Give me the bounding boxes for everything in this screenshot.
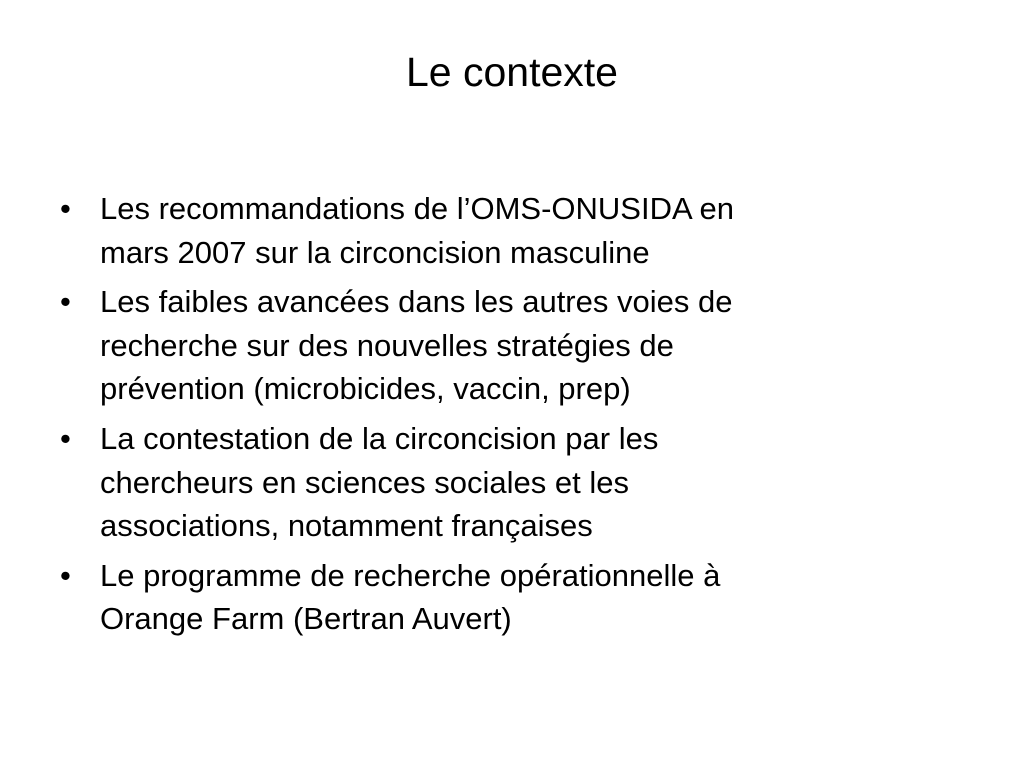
slide-title: Le contexte (406, 49, 618, 95)
bullet-line: mars 2007 sur la circoncision masculine (100, 234, 650, 270)
bullet-item (56, 280, 956, 411)
bullet-item (56, 554, 956, 641)
bullet-dot: • (60, 284, 71, 320)
bullet-line: La contestation de la circoncision par les (100, 420, 659, 456)
bullet-line: Les faibles avancées dans les autres voies de (100, 284, 733, 320)
bullet-item (56, 417, 956, 548)
bullet-line: recherche sur des nouvelles stratégies de (100, 327, 674, 363)
bullet-dot: • (60, 420, 71, 456)
bullet-item (56, 187, 956, 274)
bullet-line: associations, notamment françaises (100, 508, 593, 544)
bullet-line: Le programme de recherche opérationnelle à (100, 557, 721, 593)
bullet-line: Orange Farm (Bertran Auvert) (100, 601, 512, 637)
bullet-dot: • (60, 557, 71, 593)
bullet-line: chercheurs en sciences sociales et les (100, 464, 629, 500)
bullet-dot: • (60, 191, 71, 226)
bullet-line: Les recommandations de l’OMS-ONUSIDA en (100, 191, 735, 226)
bullet-list (56, 187, 956, 647)
bullet-line: prévention (microbicides, vaccin, prep) (100, 371, 631, 407)
